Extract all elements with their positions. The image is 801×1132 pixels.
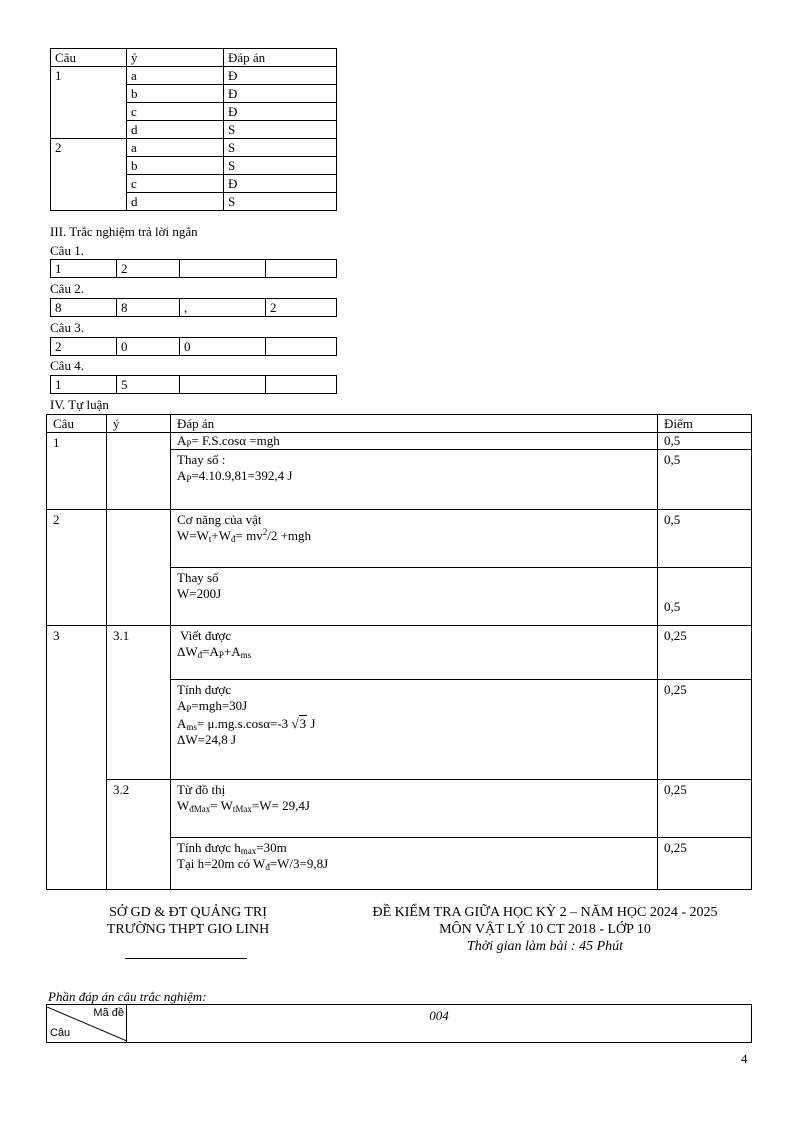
- sub-question: [107, 510, 171, 626]
- department-name: SỞ GD & ĐT QUẢNG TRỊ: [109, 905, 267, 920]
- table-row: [47, 1005, 752, 1043]
- short-q3-label: Câu 3.: [50, 320, 84, 335]
- table-row: [51, 299, 337, 317]
- item-letter: c: [127, 175, 224, 193]
- item-answer: S: [224, 139, 337, 157]
- table-row: [51, 67, 337, 85]
- page-number: 4: [741, 1051, 748, 1066]
- exam-header: [330, 904, 760, 955]
- score-cell: 0,25: [658, 626, 752, 680]
- score-cell: 0,5: [658, 450, 752, 510]
- item-letter: a: [127, 67, 224, 85]
- short-answer-table-4: [50, 375, 337, 394]
- answer-cell: Cơ năng của vật $W=W_t+W_đ= mv^2/2 +mgh$: [171, 510, 658, 568]
- section-3-title: III. Trắc nghiệm trả lời ngắn: [50, 224, 198, 239]
- digit-cell: [180, 376, 266, 394]
- answer-cell: Thay số : $A_P=4.10.9,81=392,4$ J: [171, 450, 658, 510]
- short-q2-label: Câu 2.: [50, 281, 84, 296]
- section-4-title: IV. Tự luận: [50, 397, 109, 412]
- digit-cell: 1: [51, 376, 117, 394]
- score-cell: 0,25: [658, 680, 752, 780]
- item-answer: Đ: [224, 103, 337, 121]
- digit-cell: [266, 338, 337, 356]
- sub-question: 3.2: [107, 780, 171, 890]
- sub-question: [107, 433, 171, 510]
- item-letter: c: [127, 103, 224, 121]
- digit-cell: 5: [117, 376, 180, 394]
- score-cell: 0,5: [658, 510, 752, 568]
- answer-cell: $A_P= F.S.\cos\alpha =mgh$: [171, 433, 658, 450]
- corner-top-label: Mã đề: [93, 1006, 124, 1019]
- digit-cell: 2: [266, 299, 337, 317]
- table-row: [51, 338, 337, 356]
- table-row: [47, 510, 752, 568]
- header-divider: [125, 958, 247, 959]
- header-dap-an: Đáp án: [171, 415, 658, 433]
- digit-cell: 0: [180, 338, 266, 356]
- exam-code-cell: 004: [127, 1005, 752, 1043]
- digit-cell: 2: [117, 260, 180, 278]
- sub-question: 3.1: [107, 626, 171, 780]
- question-number: 1: [47, 433, 107, 510]
- short-answer-table-1: [50, 259, 337, 278]
- item-answer: S: [224, 157, 337, 175]
- table-header-row: [51, 49, 337, 67]
- header-y: ý: [107, 415, 171, 433]
- item-letter: d: [127, 193, 224, 211]
- answer-cell: Tính được $h_{max}=30m$ Tại h=20m có $W_đ=W/3=9,8J$: [171, 838, 658, 890]
- item-letter: b: [127, 157, 224, 175]
- corner-cell: [47, 1005, 127, 1043]
- digit-cell: [266, 260, 337, 278]
- short-q4-label: Câu 4.: [50, 358, 84, 373]
- square-root-symbol: √3: [291, 716, 307, 731]
- item-answer: S: [224, 193, 337, 211]
- table-header-row: [47, 415, 752, 433]
- digit-cell: [180, 260, 266, 278]
- item-answer: Đ: [224, 85, 337, 103]
- digit-cell: 8: [51, 299, 117, 317]
- question-number: 3: [47, 626, 107, 890]
- table-row: [47, 780, 752, 838]
- table-row: [47, 626, 752, 680]
- corner-bottom-label: Câu: [50, 1026, 71, 1039]
- short-answer-table-3: [50, 337, 337, 356]
- question-number: 2: [47, 510, 107, 626]
- true-false-answer-table: [50, 48, 337, 211]
- answer-cell: Viết được $\Delta W_đ=A_P+A_{ms}$: [171, 626, 658, 680]
- digit-cell: 2: [51, 338, 117, 356]
- digit-cell: ,: [180, 299, 266, 317]
- answers-heading: Phần đáp án câu trắc nghiệm:: [48, 989, 207, 1004]
- item-answer: S: [224, 121, 337, 139]
- answer-cell: Thay số W=200J: [171, 568, 658, 626]
- answer-cell: Từ đồ thị $W_{đMax}= W_{tMax}=W= 29,4J$: [171, 780, 658, 838]
- digit-cell: 0: [117, 338, 180, 356]
- exam-duration: Thời gian làm bài : 45 Phút: [466, 939, 624, 954]
- header-y: ý: [127, 49, 224, 67]
- answer-cell: Tính được $A_P=mgh=30J$ $A_{ms}= \mu.mg.s.\cos\alpha=-3$ √3 J ΔW=24,8 J: [171, 680, 658, 780]
- item-answer: Đ: [224, 175, 337, 193]
- table-row: [47, 433, 752, 450]
- item-letter: d: [127, 121, 224, 139]
- header-diem: Điểm: [658, 415, 752, 433]
- digit-cell: 1: [51, 260, 117, 278]
- item-answer: Đ: [224, 67, 337, 85]
- school-name: TRƯỜNG THPT GIO LINH: [106, 922, 270, 937]
- score-cell: 0,25: [658, 780, 752, 838]
- table-row: [51, 139, 337, 157]
- header-dap-an: Đáp án: [224, 49, 337, 67]
- score-cell: 0,25: [658, 838, 752, 890]
- table-row: [51, 260, 337, 278]
- exam-code-table: [46, 1004, 752, 1043]
- header-cau: Câu: [47, 415, 107, 433]
- item-letter: b: [127, 85, 224, 103]
- short-answer-table-2: [50, 298, 337, 317]
- school-header: [60, 904, 316, 938]
- question-number: 1: [51, 67, 127, 139]
- table-row: [51, 376, 337, 394]
- digit-cell: 8: [117, 299, 180, 317]
- question-number: 2: [51, 139, 127, 211]
- score-cell: 0,5: [658, 568, 752, 626]
- short-q1-label: Câu 1.: [50, 243, 84, 258]
- exam-subject: MÔN VẬT LÝ 10 CT 2018 - LỚP 10: [439, 922, 651, 937]
- digit-cell: [266, 376, 337, 394]
- item-letter: a: [127, 139, 224, 157]
- exam-title: ĐỀ KIỂM TRA GIỮA HỌC KỲ 2 – NĂM HỌC 2024 - 2025: [372, 905, 718, 920]
- score-cell: 0,5: [658, 433, 752, 450]
- header-cau: Câu: [51, 49, 127, 67]
- essay-answer-table: [46, 414, 752, 890]
